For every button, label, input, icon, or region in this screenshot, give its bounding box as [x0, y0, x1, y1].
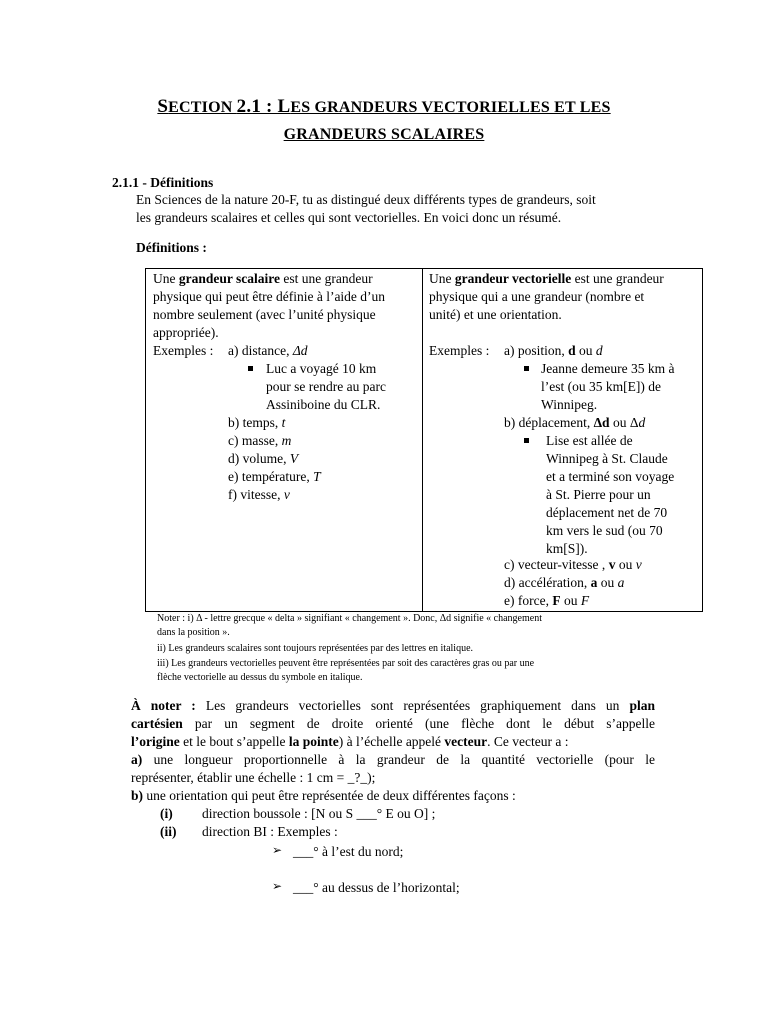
title-cap-s: S: [157, 96, 169, 117]
vector-a-ou: ou: [575, 343, 596, 358]
scalar-def-line-4: appropriée).: [153, 325, 219, 340]
vector-bullet-b-line-2: Winnipeg à St. Claude: [546, 451, 668, 466]
bullet-square-icon: [248, 366, 253, 371]
anoter-l3-end: . Ce vecteur a :: [487, 734, 569, 749]
title-part-b: ES GRANDEURS VECTORIELLES ET LES: [290, 99, 611, 116]
vector-example-a: [504, 342, 603, 360]
scalar-a-symbol: Δd: [292, 343, 308, 358]
vector-c-symbol: v: [635, 557, 642, 572]
vector-c-text: c) vecteur-vitesse ,: [504, 557, 609, 572]
anoter-item-a-line-2: représenter, établir une échelle : 1 cm = _?_);: [131, 770, 376, 785]
anoter-ii-text: direction BI : Exemples :: [202, 824, 338, 839]
section-title-line-2: GRANDEURS SCALAIRES: [283, 126, 485, 143]
scalar-def-line-2: physique qui peut être définie à l’aide d’un: [153, 289, 386, 304]
vector-def-line-2: physique qui a une grandeur (nombre et: [429, 289, 645, 304]
scalar-bullet-line-1: Luc a voyagé 10 km: [266, 361, 377, 376]
vector-example-c: [504, 556, 642, 574]
anoter-ii-label: (ii): [160, 824, 177, 839]
anoter-origine: l’origine: [131, 734, 180, 749]
vector-d-ou: ou: [597, 575, 618, 590]
anoter-l2: par un segment de droite orienté (une flèche dont le début s’appelle: [182, 716, 655, 731]
bi-example-1: ___° à l’est du nord;: [293, 844, 404, 859]
vector-bullet-a-line-2: l’est (ou 35 km[E]) de: [541, 379, 661, 394]
vector-d-text: d) accélération,: [504, 575, 591, 590]
vector-example-b: [504, 414, 645, 432]
scalar-f-text: f) vitesse,: [228, 487, 284, 502]
anoter-l1: Les grandeurs vectorielles sont représentées graphiquement dans un: [195, 698, 630, 713]
scalar-example-a: [228, 342, 308, 360]
bi-example-2: ___° au dessus de l’horizontal;: [293, 880, 460, 895]
arrow-bullet-icon: ➢: [272, 879, 283, 893]
anoter-a-label: a): [131, 752, 143, 767]
vector-c-ou: ou: [615, 557, 636, 572]
vector-bullet-b-line-1: Lise est allée de: [546, 433, 633, 448]
title-part-num: 2.1 : L: [236, 96, 291, 117]
anoter-l1-bold: plan: [629, 698, 655, 713]
anoter-l3-mid2: ) à l’échelle appelé: [338, 734, 445, 749]
scalar-bullet-line-3: Assiniboine du CLR.: [266, 397, 381, 412]
bullet-square-icon: [524, 366, 529, 371]
vector-l1-pre: Une: [429, 271, 455, 286]
scalar-def-line-3: nombre seulement (avec l’unité physique: [153, 307, 376, 322]
scalar-b-symbol: t: [281, 415, 286, 430]
vector-bullet-b-line-3: et a terminé son voyage: [546, 469, 675, 484]
anoter-label: À noter :: [131, 698, 196, 713]
scalar-example-c: [228, 432, 291, 450]
vector-bullet-a-line-3: Winnipeg.: [541, 397, 598, 412]
vector-a-bold: d: [568, 343, 576, 358]
anoter-l3-mid: et le bout s’appelle: [179, 734, 289, 749]
vector-a-text: a) position,: [504, 343, 569, 358]
vector-e-ou: ou: [560, 593, 581, 608]
vector-d-bold: a: [590, 575, 598, 590]
vector-example-e: [504, 592, 589, 610]
vector-b-symbol: d: [638, 415, 646, 430]
anoter-item-a: [131, 751, 655, 769]
anoter-b-text: une orientation qui peut être représentée de deux différentes façons :: [143, 788, 516, 803]
note-line-5: flèche vectorielle au dessus du symbole en italique.: [157, 672, 363, 683]
note-line-2: dans la position ».: [157, 627, 230, 638]
anoter-line-2: [131, 715, 655, 733]
anoter-vecteur: vecteur: [444, 734, 488, 749]
section-title-line-1: [0, 94, 768, 121]
vector-b-bold: Δd: [593, 415, 610, 430]
vector-e-bold: F: [552, 593, 561, 608]
vector-d-symbol: a: [617, 575, 625, 590]
scalar-c-text: c) masse,: [228, 433, 282, 448]
scalar-b-text: b) temps,: [228, 415, 282, 430]
anoter-i-label: (i): [160, 806, 173, 821]
vector-e-symbol: F: [580, 593, 590, 608]
vector-bullet-b-line-6: km vers le sud (ou 70: [546, 523, 663, 538]
vector-examples-label: Exemples :: [429, 343, 490, 358]
scalar-def-line-1: [153, 270, 373, 288]
vector-def-line-1: [429, 270, 664, 288]
table-column-divider: [422, 268, 423, 611]
scalar-examples-label: Exemples :: [153, 343, 214, 358]
scalar-example-d: [228, 450, 298, 468]
intro-line-1: En Sciences de la nature 20-F, tu as distingué deux différents types de grandeurs, soit: [136, 192, 596, 207]
arrow-bullet-icon: ➢: [272, 843, 283, 857]
vector-c-bold: v: [608, 557, 616, 572]
anoter-item-b: [131, 787, 516, 805]
bullet-square-icon: [524, 438, 529, 443]
vector-b-text: b) déplacement,: [504, 415, 594, 430]
vector-term: grandeur vectorielle: [454, 271, 572, 286]
title-part-a: ECTION: [168, 99, 237, 116]
anoter-line-3: [131, 733, 569, 751]
anoter-a-text: une longueur proportionnelle à la grandeur de la quantité vectorielle (pour le: [142, 752, 655, 767]
vector-bullet-b-line-5: déplacement net de 70: [546, 505, 668, 520]
intro-line-2: les grandeurs scalaires et celles qui sont vectorielles. En voici donc un résumé.: [136, 210, 562, 225]
vector-l1-post: est une grandeur: [571, 271, 664, 286]
subsection-heading: 2.1.1 - Définitions: [112, 175, 214, 190]
vector-bullet-b-line-4: à St. Pierre pour un: [546, 487, 651, 502]
definitions-label: Définitions :: [136, 240, 207, 255]
scalar-a-text: a) distance,: [228, 343, 293, 358]
scalar-d-symbol: V: [289, 451, 299, 466]
scalar-bullet-line-2: pour se rendre au parc: [266, 379, 386, 394]
anoter-i-text: direction boussole : [N ou S ___° E ou O] ;: [202, 806, 436, 821]
note-line-1: Noter : i) Δ - lettre grecque « delta » signifiant « changement ». Donc, Δd signifie « changement: [157, 613, 542, 624]
scalar-term: grandeur scalaire: [178, 271, 280, 286]
note-line-4: iii) Les grandeurs vectorielles peuvent être représentées par soit des caractères gras ou par une: [157, 658, 535, 669]
scalar-f-symbol: v: [283, 487, 290, 502]
anoter-pointe: la pointe: [288, 734, 339, 749]
vector-a-symbol: d: [595, 343, 603, 358]
scalar-example-f: [228, 486, 290, 504]
scalar-example-b: [228, 414, 285, 432]
scalar-e-symbol: T: [313, 469, 321, 484]
scalar-c-symbol: m: [281, 433, 292, 448]
scalar-l1-post: est une grandeur: [280, 271, 373, 286]
anoter-line-1: [131, 697, 655, 715]
anoter-l2-bold: cartésien: [131, 716, 183, 731]
scalar-d-text: d) volume,: [228, 451, 290, 466]
vector-def-line-3: unité) et une orientation.: [429, 307, 562, 322]
vector-bullet-b-line-7: km[S]).: [546, 541, 588, 556]
note-line-3: ii) Les grandeurs scalaires sont toujours représentées par des lettres en italique.: [157, 643, 474, 654]
vector-bullet-a-line-1: Jeanne demeure 35 km à: [541, 361, 675, 376]
scalar-e-text: e) température,: [228, 469, 314, 484]
vector-b-ou: ou Δ: [609, 415, 639, 430]
anoter-b-label: b): [131, 788, 144, 803]
scalar-l1-pre: Une: [153, 271, 179, 286]
scalar-example-e: [228, 468, 321, 486]
vector-e-text: e) force,: [504, 593, 553, 608]
vector-example-d: [504, 574, 624, 592]
